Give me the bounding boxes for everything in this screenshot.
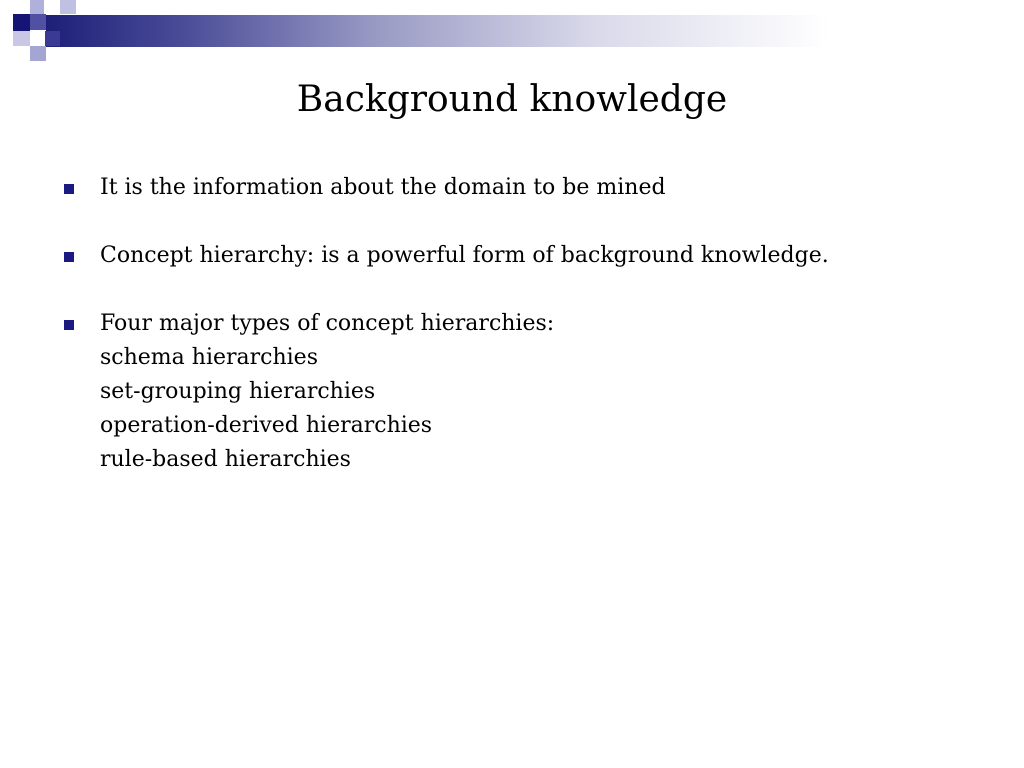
hierarchy-type-line: operation-derived hierarchies [100,413,433,438]
bullet-item [62,307,982,477]
header-gradient-bar [46,15,1024,47]
hierarchy-type-line: rule-based hierarchies [100,447,351,472]
hierarchy-type-line: schema hierarchies [100,345,318,370]
decorative-square [0,0,14,14]
square-bullet-icon [64,184,74,194]
decorative-square [30,14,46,30]
slide-body [62,171,982,477]
decorative-square [13,14,30,31]
bullet-text: It is the information about the domain to be mined [100,175,666,200]
slide-title: Background knowledge [296,79,728,120]
bullet-item [62,171,982,205]
decorative-square [45,31,60,46]
decorative-header-banner [0,0,1024,64]
square-bullet-icon [64,320,74,330]
decorative-square [13,31,30,46]
decorative-square [30,46,46,61]
bullet-text: Concept hierarchy: is a powerful form of background knowledge. [100,243,829,268]
decorative-square [60,0,76,14]
bullet-text: Four major types of concept hierarchies: [100,311,555,336]
decorative-square [30,0,44,14]
square-bullet-icon [64,252,74,262]
hierarchy-type-line: set-grouping hierarchies [100,379,376,404]
bullet-item [62,239,982,273]
